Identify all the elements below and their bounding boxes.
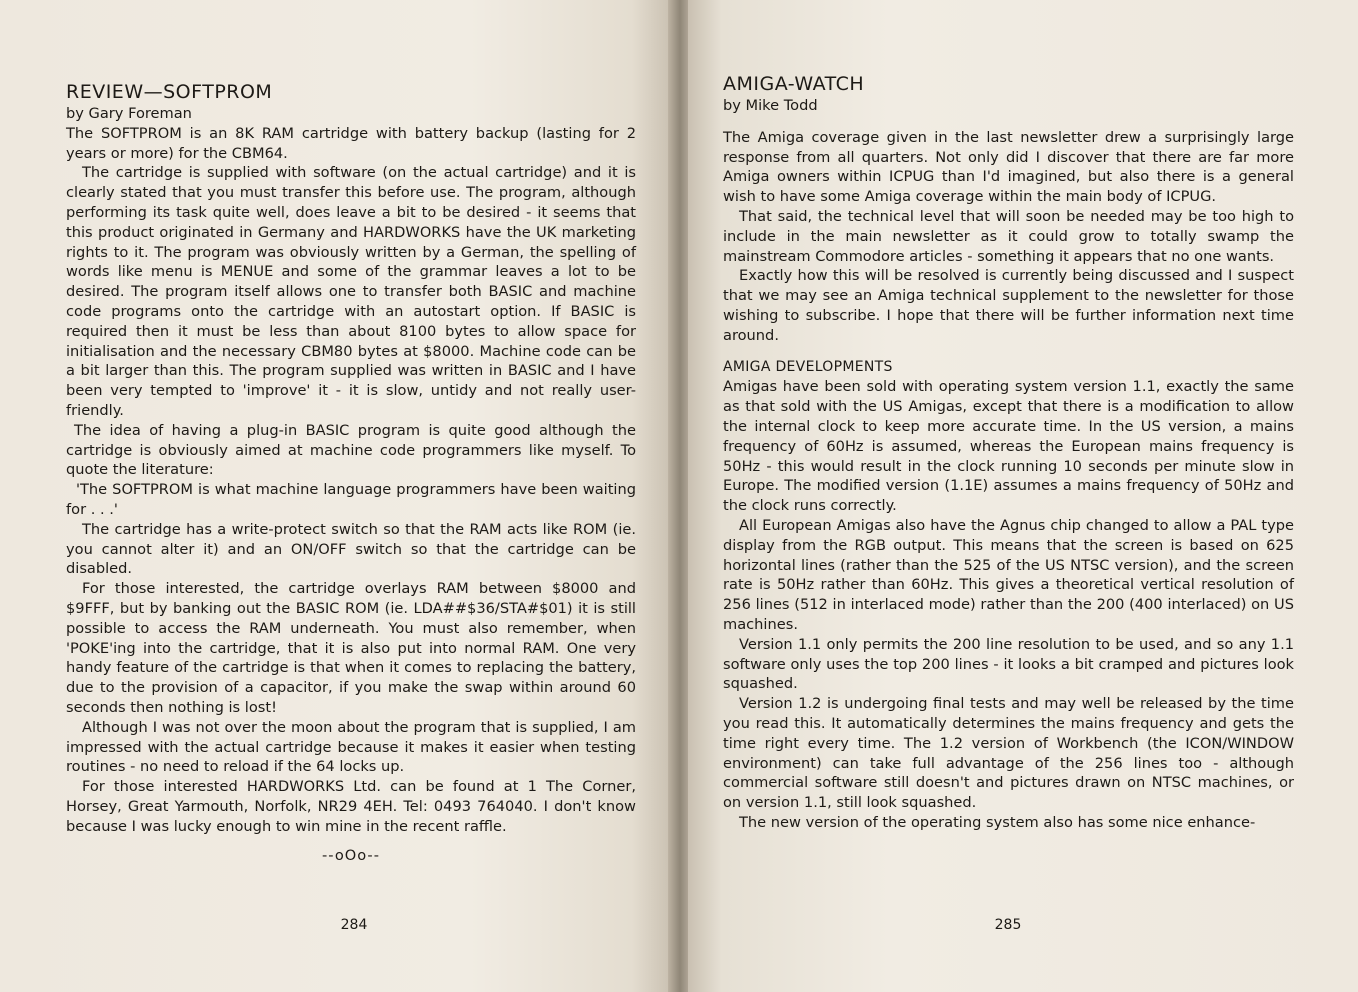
paragraph: Version 1.1 only permits the 200 line resolution to be used, and so any 1.1 software only uses the top 200 lines - it looks a bit cramped and pictures look squashed. [723, 635, 1294, 693]
paragraph: Version 1.2 is undergoing final tests and may well be released by the time you read this. It automatically determines the mains frequency and gets the time right every time. The 1.2 version of Workbench (the ICON/WINDOW environment) can take full advantage of the 256 lines too - although commercial software still doesn't and pictures drawn on NTSC machines, or on version 1.1, still look squashed. [723, 695, 1294, 812]
page-number-left: 284 [340, 917, 368, 933]
paragraph: The Amiga coverage given in the last newsletter drew a surprisingly large response from all quarters. Not only did I discover that there are far more Amiga owners within ICPUG than I'd imagined, but also there is a general wish to have some Amiga coverage within the main body of ICPUG. [723, 128, 1294, 206]
article-separator: --oOo-- [322, 847, 380, 865]
paragraph: Amigas have been sold with operating system version 1.1, exactly the same as that sold with the US Amigas, except that there is a modification to allow the internal clock to keep more accurate time. In the US version, a mains frequency of 60Hz is assumed, whereas the European mains frequency is 50Hz - this would result in the clock running 10 seconds per minute slow in Europe. The modified version (1.1E) assumes a mains frequency of 50Hz and the clock runs correctly. [723, 378, 1294, 515]
paragraph: All European Amigas also have the Agnus chip changed to allow a PAL type display from the RGB output. This means that the screen is based on 625 horizontal lines (rather than the 525 of the US NTSC version), and the screen rate is 50Hz rather than 60Hz. This gives a theoretical vertical resolution of 256 lines (512 in interlaced mode) rather than the 200 (400 interlaced) on US machines. [723, 516, 1294, 633]
quote-paragraph: 'The SOFTPROM is what machine language programmers have been waiting for . . .' [66, 481, 636, 518]
article-title-softprom: REVIEW—SOFTPROM [66, 81, 273, 103]
paragraph: The cartridge has a write-protect switch so that the RAM acts like ROM (ie. you cannot alter it) and an ON/OFF switch so that the cartridge can be disabled. [66, 520, 636, 578]
byline-mike-todd: by Mike Todd [723, 97, 818, 114]
section-heading-amiga-developments: AMIGA DEVELOPMENTS [723, 358, 893, 375]
paragraph: That said, the technical level that will soon be needed may be too high to include in the main newsletter as it could grow to totally swamp the mainstream Commodore articles - something it appears that no one wants. [723, 207, 1294, 265]
paragraph: For those interested HARDWORKS Ltd. can be found at 1 The Corner, Horsey, Great Yarmouth, Norfolk, NR29 4EH. Tel: 0493 764040. I don't know because I was lucky enough to win mine in the recent raffle. [66, 778, 636, 835]
right-page-column [723, 72, 1294, 833]
byline-gary-foreman: by Gary Foreman [66, 105, 192, 122]
paragraph: For those interested, the cartridge overlays RAM between $8000 and $9FFF, but by banking out the BASIC ROM (ie. LDA##$36/STA#$01) it is still possible to access the RAM underneath. You must also remember, when 'POKE'ing into the cartridge, that it is also put into normal RAM. One very handy feature of the cartridge is that when it comes to replacing the battery, due to the provision of a capacitor, if you make the swap within around 60 seconds then nothing is lost! [66, 580, 636, 716]
paragraph: The cartridge is supplied with software (on the actual cartridge) and it is clearly stated that you must transfer this before use. The program, although performing its task quite well, does leave a bit to be desired - it seems that this product originated in Germany and HARDWORKS have the UK marketing rights to it. The program was obviously written by a German, the spelling of words like menu is MENUE and some of the grammar leaves a lot to be desired. The program itself allows one to transfer both BASIC and machine code programs onto the cartridge with an autostart option. If BASIC is required then it must be less than about 8100 bytes to allow space for initialisation and the necessary CBM80 bytes at $8000. Machine code can be a bit larger than this. The program supplied was written in BASIC and I have been very tempted to 'improve' it - it is slow, untidy and not really user-friendly. [66, 164, 636, 419]
paragraph: The new version of the operating system also has some nice enhance- [739, 813, 1256, 831]
paragraph: Exactly how this will be resolved is currently being discussed and I suspect that we may see an Amiga technical supplement to the newsletter for those wishing to subscribe. I hope that there will be further information next time around. [723, 267, 1294, 344]
paragraph: The idea of having a plug-in BASIC program is quite good although the cartridge is obviously aimed at machine code programmers like myself. To quote the literature: [66, 421, 636, 479]
article-title-amiga-watch: AMIGA-WATCH [723, 73, 865, 95]
paragraph: Although I was not over the moon about the program that is supplied, I am impressed with the actual cartridge because it makes it easier when testing routines - no need to reload if the 64 locks up. [66, 718, 636, 776]
paragraph: The SOFTPROM is an 8K RAM cartridge with battery backup (lasting for 2 years or more) for the CBM64. [66, 124, 636, 162]
left-page [0, 0, 672, 992]
left-page-column [66, 80, 636, 866]
page-number-right: 285 [994, 917, 1022, 933]
